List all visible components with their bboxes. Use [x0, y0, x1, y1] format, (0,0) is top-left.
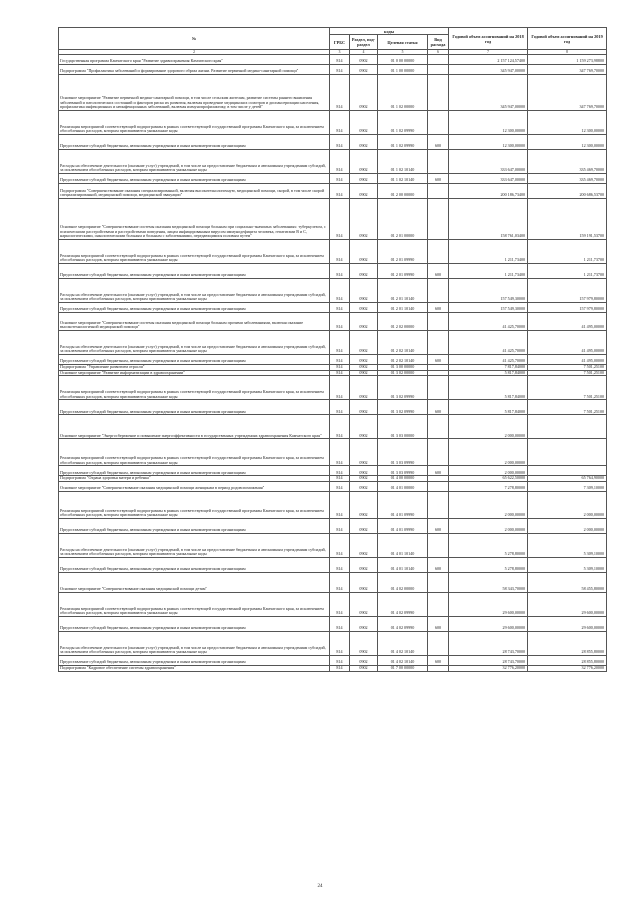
row-amount-2018: 157 549,30000	[449, 303, 528, 313]
row-razdel: 0902	[350, 75, 378, 111]
row-amount-2018: 345 947,00000	[449, 75, 528, 111]
row-expense-type	[428, 415, 449, 439]
row-razdel: 0902	[350, 466, 378, 476]
row-name: Реализация мероприятий соответствующей подпрограммы в рамках соответствующей государственной программы Камчатского края, за исключением обособленных расходов, которым присваиваются уникальные коды	[59, 593, 330, 617]
row-name: Предоставление субсидий бюджетным, автономным учреждениям и иным некоммерческим организациям	[59, 466, 330, 476]
row-amount-2018: 29 600,00000	[449, 617, 528, 632]
row-amount-2019: 29 600,00000	[528, 593, 607, 617]
row-name: Реализация мероприятий соответствующей подпрограммы в рамках соответствующей государственной программы Камчатского края, за исключением обособленных расходов, которым присваиваются уникальные коды	[59, 376, 330, 400]
row-razdel: 0902	[350, 111, 378, 135]
row-amount-2018: 158 761,03400	[449, 199, 528, 240]
row-expense-type	[428, 55, 449, 65]
table-row	[59, 279, 607, 303]
row-name: Подпрограмма "Профилактика заболеваний и формирование здорового образа жизни. Развитие первичной медико-санитарной помощи"	[59, 65, 330, 75]
row-target-article: 01 1 02 09990	[378, 135, 428, 150]
row-amount-2018: 2 000,00000	[449, 492, 528, 519]
row-target-article: 01 1 02 09990	[378, 111, 428, 135]
row-amount-2018: 345 947,00000	[449, 65, 528, 75]
table-row	[59, 331, 607, 355]
row-amount-2019: 29 600,00000	[528, 617, 607, 632]
row-razdel: 0902	[350, 199, 378, 240]
row-target-article: 01 4 02 09990	[378, 593, 428, 617]
row-grbs: 814	[330, 65, 350, 75]
row-expense-type	[428, 439, 449, 466]
row-amount-2019: 347 769,70000	[528, 75, 607, 111]
row-amount-2018: 5 817,84000	[449, 400, 528, 415]
row-grbs: 814	[330, 466, 350, 476]
row-amount-2018: 333 647,00000	[449, 150, 528, 174]
row-razdel: 0902	[350, 415, 378, 439]
row-grbs: 814	[330, 376, 350, 400]
table-row	[59, 55, 607, 65]
row-target-article: 01 2 01 00000	[378, 199, 428, 240]
table-row	[59, 199, 607, 240]
row-amount-2018: 5 278,80000	[449, 534, 528, 558]
row-target-article: 01 1 02 10140	[378, 174, 428, 184]
row-grbs: 814	[330, 199, 350, 240]
row-expense-type	[428, 199, 449, 240]
row-razdel: 0902	[350, 174, 378, 184]
row-target-article: 01 2 02 00000	[378, 313, 428, 331]
row-amount-2019: 5 309,10000	[528, 534, 607, 558]
row-amount-2019: 159 191,53700	[528, 199, 607, 240]
row-expense-type	[428, 632, 449, 656]
row-expense-type: 600	[428, 519, 449, 534]
row-expense-type	[428, 573, 449, 593]
row-name: Расходы на обеспечение деятельности (оказание услуг) учреждений, в том числе на предоставление бюджетным и автономным учреждениям субсидий, за исключением обособленных расходов, которым присваиваются уникальные коды	[59, 632, 330, 656]
table-row	[59, 135, 607, 150]
row-expense-type: 600	[428, 466, 449, 476]
table-row	[59, 666, 607, 672]
row-grbs: 814	[330, 365, 350, 371]
row-razdel: 0902	[350, 656, 378, 666]
row-name: Подпрограмма "Совершенствование оказания специализированной, включая высокотехнологичную, медицинской помощи, скорой, в том числе скорой специализированной, медицинской помощи, медицинской эвакуации"	[59, 184, 330, 199]
row-target-article: 01 2 01 10140	[378, 303, 428, 313]
header-no: №	[59, 28, 330, 50]
row-target-article: 01 4 00 00000	[378, 476, 428, 482]
row-target-article: 01 3 00 00000	[378, 365, 428, 371]
row-amount-2019: 32 776,20000	[528, 666, 607, 672]
row-expense-type	[428, 534, 449, 558]
row-amount-2019: 7 309,10000	[528, 482, 607, 492]
column-index: 8	[528, 50, 607, 55]
row-name: Основное мероприятие "Энергосбережение и повышение энергоэффективности в государственных учреждениях здравоохранения Камчатского края"	[59, 415, 330, 439]
row-amount-2019: 41 495,00000	[528, 355, 607, 365]
row-grbs: 814	[330, 174, 350, 184]
table-row	[59, 534, 607, 558]
row-amount-2018: 157 549,30000	[449, 279, 528, 303]
row-target-article: 01 7 00 00000	[378, 666, 428, 672]
table-row	[59, 355, 607, 365]
row-razdel: 0902	[350, 303, 378, 313]
row-name: Расходы на обеспечение деятельности (оказание услуг) учреждений, в том числе на предоставление бюджетным и автономным учреждениям субсидий, за исключением обособленных расходов, которым присваиваются уникальные коды	[59, 534, 330, 558]
row-expense-type	[428, 65, 449, 75]
row-target-article: 01 4 01 10140	[378, 534, 428, 558]
table-row	[59, 492, 607, 519]
row-target-article: 01 2 02 10140	[378, 331, 428, 355]
header-grbs: ГРБС	[330, 35, 350, 50]
table-row	[59, 482, 607, 492]
row-amount-2019: 1 211,73700	[528, 240, 607, 264]
column-index: 5	[378, 50, 428, 55]
row-grbs: 814	[330, 303, 350, 313]
row-expense-type	[428, 240, 449, 264]
row-target-article: 01 2 01 09990	[378, 264, 428, 279]
row-target-article: 01 3 03 09990	[378, 466, 428, 476]
row-name: Реализация мероприятий соответствующей подпрограммы в рамках соответствующей государственной программы Камчатского края, за исключением обособленных расходов, которым присваиваются уникальные коды	[59, 240, 330, 264]
row-name: Реализация мероприятий соответствующей подпрограммы в рамках соответствующей государственной программы Камчатского края, за исключением обособленных расходов, которым присваиваются уникальные коды	[59, 111, 330, 135]
row-target-article: 01 4 02 10140	[378, 656, 428, 666]
column-index: 2	[59, 50, 330, 55]
row-name: Подпрограмма "Охрана здоровья матери и ребенка"	[59, 476, 330, 482]
header-expense-type: Вид расхода	[428, 35, 449, 50]
row-name: Подпрограмма "Кадровое обеспечение системы здравоохранения"	[59, 666, 330, 672]
table-row	[59, 593, 607, 617]
row-expense-type: 600	[428, 558, 449, 573]
row-amount-2019: 7 501,25100	[528, 400, 607, 415]
row-name: Предоставление субсидий бюджетным, автономным учреждениям и иным некоммерческим организациям	[59, 355, 330, 365]
row-grbs: 814	[330, 75, 350, 111]
row-grbs: 814	[330, 656, 350, 666]
table-row	[59, 656, 607, 666]
row-amount-2018: 32 776,20000	[449, 666, 528, 672]
row-razdel: 0902	[350, 150, 378, 174]
row-razdel: 0902	[350, 370, 378, 376]
row-razdel: 0902	[350, 365, 378, 371]
row-name: Предоставление субсидий бюджетным, автономным учреждениям и иным некоммерческим организациям	[59, 303, 330, 313]
row-amount-2019: 1 211,73700	[528, 264, 607, 279]
table-row	[59, 111, 607, 135]
row-target-article: 01 4 01 09990	[378, 492, 428, 519]
row-expense-type	[428, 376, 449, 400]
row-grbs: 814	[330, 534, 350, 558]
row-razdel: 0902	[350, 313, 378, 331]
row-amount-2018: 12 300,00000	[449, 111, 528, 135]
row-amount-2019: 200 686,53700	[528, 184, 607, 199]
row-name: Основное мероприятие "Совершенствование оказания медицинской помощи женщинам в период родовспоможения"	[59, 482, 330, 492]
column-index: 3	[330, 50, 350, 55]
row-amount-2018: 28 743,70000	[449, 632, 528, 656]
row-name: Реализация мероприятий соответствующей подпрограммы в рамках соответствующей государственной программы Камчатского края, за исключением обособленных расходов, которым присваиваются уникальные коды	[59, 492, 330, 519]
table-row	[59, 632, 607, 656]
row-name: Предоставление субсидий бюджетным, автономным учреждениям и иным некоммерческим организациям	[59, 558, 330, 573]
row-name: Предоставление субсидий бюджетным, автономным учреждениям и иным некоммерческим организациям	[59, 135, 330, 150]
row-grbs: 814	[330, 370, 350, 376]
row-razdel: 0902	[350, 482, 378, 492]
table-row	[59, 303, 607, 313]
row-expense-type: 600	[428, 264, 449, 279]
row-grbs: 814	[330, 313, 350, 331]
row-amount-2018: 1 211,73400	[449, 240, 528, 264]
row-expense-type	[428, 279, 449, 303]
row-grbs: 814	[330, 439, 350, 466]
row-grbs: 814	[330, 264, 350, 279]
row-amount-2018: 5 278,80000	[449, 558, 528, 573]
row-amount-2018: 12 300,00000	[449, 135, 528, 150]
row-razdel: 0902	[350, 439, 378, 466]
table-row	[59, 519, 607, 534]
row-expense-type	[428, 313, 449, 331]
row-expense-type: 600	[428, 174, 449, 184]
row-amount-2019: 28 855,80000	[528, 656, 607, 666]
column-index: 7	[449, 50, 528, 55]
header-codes: коды	[330, 28, 449, 35]
header-2019: Годовой объем ассигнований на 2019 год	[528, 28, 607, 50]
row-name: Предоставление субсидий бюджетным, автономным учреждениям и иным некоммерческим организациям	[59, 617, 330, 632]
row-grbs: 814	[330, 150, 350, 174]
row-amount-2018: 7 817,84000	[449, 365, 528, 371]
row-amount-2019: 347 769,70000	[528, 65, 607, 75]
row-name: Реализация мероприятий соответствующей подпрограммы в рамках соответствующей государственной программы Камчатского края, за исключением обособленных расходов, которым присваиваются уникальные коды	[59, 439, 330, 466]
row-name: Расходы на обеспечение деятельности (оказание услуг) учреждений, в том числе на предоставление бюджетным и автономным учреждениям субсидий, за исключением обособленных расходов, которым присваиваются уникальные коды	[59, 150, 330, 174]
header-razdel: Раздел, под-раздел	[350, 35, 378, 50]
row-expense-type	[428, 492, 449, 519]
column-index: 6	[428, 50, 449, 55]
row-target-article: 01 4 02 00000	[378, 573, 428, 593]
row-razdel: 0902	[350, 558, 378, 573]
row-expense-type	[428, 150, 449, 174]
row-razdel: 0902	[350, 240, 378, 264]
row-razdel: 0902	[350, 355, 378, 365]
table-row	[59, 558, 607, 573]
row-name: Расходы на обеспечение деятельности (оказание услуг) учреждений, в том числе на предоставление бюджетным и автономным учреждениям субсидий, за исключением обособленных расходов, которым присваиваются уникальные коды	[59, 331, 330, 355]
row-target-article: 01 4 02 10140	[378, 632, 428, 656]
row-amount-2019	[528, 466, 607, 476]
row-amount-2019: 41 495,00000	[528, 331, 607, 355]
row-amount-2018: 2 000,00000	[449, 439, 528, 466]
row-grbs: 814	[330, 400, 350, 415]
row-grbs: 814	[330, 240, 350, 264]
table-row	[59, 617, 607, 632]
row-grbs: 814	[330, 482, 350, 492]
row-name: Расходы на обеспечение деятельности (оказание услуг) учреждений, в том числе на предоставление бюджетным и автономным учреждениям субсидий, за исключением обособленных расходов, которым присваиваются уникальные коды	[59, 279, 330, 303]
row-target-article: 01 0 00 00000	[378, 55, 428, 65]
row-grbs: 814	[330, 573, 350, 593]
row-grbs: 814	[330, 476, 350, 482]
row-amount-2018: 2 000,00000	[449, 466, 528, 476]
row-amount-2019: 28 855,80000	[528, 632, 607, 656]
row-target-article: 01 2 00 00000	[378, 184, 428, 199]
row-razdel: 0902	[350, 519, 378, 534]
row-target-article: 01 4 01 09990	[378, 519, 428, 534]
row-grbs: 814	[330, 593, 350, 617]
document-page	[58, 27, 606, 672]
row-razdel: 0902	[350, 331, 378, 355]
row-expense-type: 600	[428, 355, 449, 365]
table-row	[59, 75, 607, 111]
row-amount-2019: 65 764,90000	[528, 476, 607, 482]
row-razdel: 0902	[350, 65, 378, 75]
table-row	[59, 376, 607, 400]
table-row	[59, 415, 607, 439]
row-expense-type: 600	[428, 135, 449, 150]
row-name: Основное мероприятие "Совершенствование системы оказания медицинской помощи больным при социально-значимых заболеваниях: туберкулезом, с психическими расстройствами и расстройствами поведения, лицам инфицированным вирусом иммунодефицита человека, гепатитами В и С, наркологическими, онкологическими больным и больным с заболеваниями, передающимися половым путем"	[59, 199, 330, 240]
row-target-article: 01 2 01 09990	[378, 240, 428, 264]
row-grbs: 814	[330, 135, 350, 150]
row-amount-2018: 5 817,84000	[449, 370, 528, 376]
row-amount-2018: 1 211,73400	[449, 264, 528, 279]
row-expense-type: 600	[428, 656, 449, 666]
row-grbs: 814	[330, 492, 350, 519]
row-amount-2018: 41 425,70000	[449, 355, 528, 365]
row-amount-2018: 29 600,00000	[449, 593, 528, 617]
row-amount-2018: 28 743,70000	[449, 656, 528, 666]
row-grbs: 814	[330, 184, 350, 199]
row-amount-2018: 65 622,50000	[449, 476, 528, 482]
row-amount-2019: 335 469,70000	[528, 150, 607, 174]
table-row	[59, 439, 607, 466]
row-grbs: 814	[330, 111, 350, 135]
row-target-article: 01 1 02 10140	[378, 150, 428, 174]
row-name: Предоставление субсидий бюджетным, автономным учреждениям и иным некоммерческим организациям	[59, 174, 330, 184]
row-name: Основное мероприятие "Совершенствование системы оказания медицинской помощи больным прочими заболеваниями, включая оказание высокотехнологичной медицинской помощи"	[59, 313, 330, 331]
row-grbs: 814	[330, 55, 350, 65]
table-row	[59, 184, 607, 199]
row-target-article: 01 4 02 09990	[378, 617, 428, 632]
row-razdel: 0902	[350, 476, 378, 482]
row-expense-type: 600	[428, 617, 449, 632]
row-razdel: 0902	[350, 400, 378, 415]
row-amount-2019: 157 979,80000	[528, 279, 607, 303]
row-amount-2018: 2 000,00000	[449, 519, 528, 534]
row-razdel: 0902	[350, 617, 378, 632]
row-razdel: 0902	[350, 135, 378, 150]
row-target-article: 01 3 02 09990	[378, 400, 428, 415]
row-razdel: 0902	[350, 666, 378, 672]
row-target-article: 01 1 00 00000	[378, 65, 428, 75]
row-name: Основное мероприятие "Совершенствование оказания медицинской помощи детям"	[59, 573, 330, 593]
row-expense-type	[428, 331, 449, 355]
row-name: Основное мероприятие "Развитие информатизации в здравоохранении"	[59, 370, 330, 376]
row-name: Предоставление субсидий бюджетным, автономным учреждениям и иным некоммерческим организациям	[59, 519, 330, 534]
table-row	[59, 174, 607, 184]
row-target-article: 01 3 03 09990	[378, 439, 428, 466]
row-expense-type	[428, 482, 449, 492]
row-expense-type	[428, 111, 449, 135]
row-razdel: 0902	[350, 376, 378, 400]
row-target-article: 01 1 02 00000	[378, 75, 428, 111]
row-grbs: 814	[330, 632, 350, 656]
table-row	[59, 150, 607, 174]
row-razdel: 0902	[350, 55, 378, 65]
row-amount-2018: 58 343,70000	[449, 573, 528, 593]
row-expense-type	[428, 184, 449, 199]
row-amount-2019: 2 000,00000	[528, 519, 607, 534]
row-target-article: 01 4 01 10140	[378, 558, 428, 573]
row-amount-2019: 7 501,25100	[528, 376, 607, 400]
header-2018: Годовой объем ассигнований на 2018 год	[449, 28, 528, 50]
row-amount-2019: 58 455,80000	[528, 573, 607, 593]
row-razdel: 0902	[350, 279, 378, 303]
row-expense-type: 600	[428, 400, 449, 415]
table-row	[59, 313, 607, 331]
row-amount-2018: 41 425,70000	[449, 313, 528, 331]
row-amount-2018: 41 425,70000	[449, 331, 528, 355]
row-grbs: 814	[330, 355, 350, 365]
row-razdel: 0902	[350, 573, 378, 593]
row-grbs: 814	[330, 415, 350, 439]
row-amount-2019: 41 495,00000	[528, 313, 607, 331]
row-grbs: 814	[330, 617, 350, 632]
row-grbs: 814	[330, 558, 350, 573]
row-name: Предоставление субсидий бюджетным, автономным учреждениям и иным некоммерческим организациям	[59, 400, 330, 415]
table-row	[59, 65, 607, 75]
row-target-article: 01 3 02 00000	[378, 370, 428, 376]
row-razdel: 0902	[350, 264, 378, 279]
row-expense-type	[428, 75, 449, 111]
row-amount-2019: 157 979,80000	[528, 303, 607, 313]
row-amount-2019: 12 300,00000	[528, 111, 607, 135]
row-target-article: 01 2 02 10140	[378, 355, 428, 365]
header-target-article: Целевая статья	[378, 35, 428, 50]
row-amount-2019: 7 501,25100	[528, 365, 607, 371]
row-amount-2019: 1 159 273,98800	[528, 55, 607, 65]
row-name: Предоставление субсидий бюджетным, автономным учреждениям и иным некоммерческим организациям	[59, 656, 330, 666]
table-row	[59, 573, 607, 593]
row-target-article: 01 2 01 10140	[378, 279, 428, 303]
row-amount-2018: 333 647,00000	[449, 174, 528, 184]
row-amount-2019	[528, 415, 607, 439]
row-amount-2018: 2 157 124,57400	[449, 55, 528, 65]
row-amount-2019: 2 000,00000	[528, 492, 607, 519]
budget-table	[58, 27, 607, 672]
row-target-article: 01 3 03 00000	[378, 415, 428, 439]
row-razdel: 0902	[350, 593, 378, 617]
row-expense-type	[428, 593, 449, 617]
row-amount-2018: 200 186,73400	[449, 184, 528, 199]
row-grbs: 814	[330, 519, 350, 534]
row-razdel: 0902	[350, 534, 378, 558]
row-amount-2019	[528, 439, 607, 466]
row-amount-2019: 5 309,10000	[528, 558, 607, 573]
table-row	[59, 400, 607, 415]
row-razdel: 0902	[350, 492, 378, 519]
row-target-article: 01 3 02 09990	[378, 376, 428, 400]
row-expense-type	[428, 666, 449, 672]
column-index: 4	[350, 50, 378, 55]
table-row	[59, 240, 607, 264]
row-expense-type: 600	[428, 303, 449, 313]
row-grbs: 814	[330, 279, 350, 303]
row-amount-2018: 5 817,84000	[449, 376, 528, 400]
row-amount-2019: 12 300,00000	[528, 135, 607, 150]
row-razdel: 0902	[350, 632, 378, 656]
row-name: Государственная программа Камчатского края "Развитие здравоохранения Камчатского края"	[59, 55, 330, 65]
row-name: Подпрограмма "Управление развитием отрасли"	[59, 365, 330, 371]
row-amount-2019: 7 501,25100	[528, 370, 607, 376]
row-amount-2019: 335 469,70000	[528, 174, 607, 184]
row-amount-2018: 7 278,80000	[449, 482, 528, 492]
table-row	[59, 466, 607, 476]
table-row	[59, 264, 607, 279]
row-name: Предоставление субсидий бюджетным, автономным учреждениям и иным некоммерческим организациям	[59, 264, 330, 279]
page-number: 24	[317, 884, 323, 889]
row-grbs: 814	[330, 331, 350, 355]
row-target-article: 01 4 01 00000	[378, 482, 428, 492]
row-grbs: 814	[330, 666, 350, 672]
row-amount-2018: 2 000,00000	[449, 415, 528, 439]
row-razdel: 0902	[350, 184, 378, 199]
row-name: Основное мероприятие "Развитие первичной медико-санитарной помощи, в том числе сельским жителям, развитие системы раннего выявления заболеваний и патологических состояний и факторов риска их развития, включая проведение медицинских осмотров и диспансеризации населения, профилактика инфекционных и неинфекционных заболеваний, включая иммунопрофилактику, в том числе у детей"	[59, 75, 330, 111]
